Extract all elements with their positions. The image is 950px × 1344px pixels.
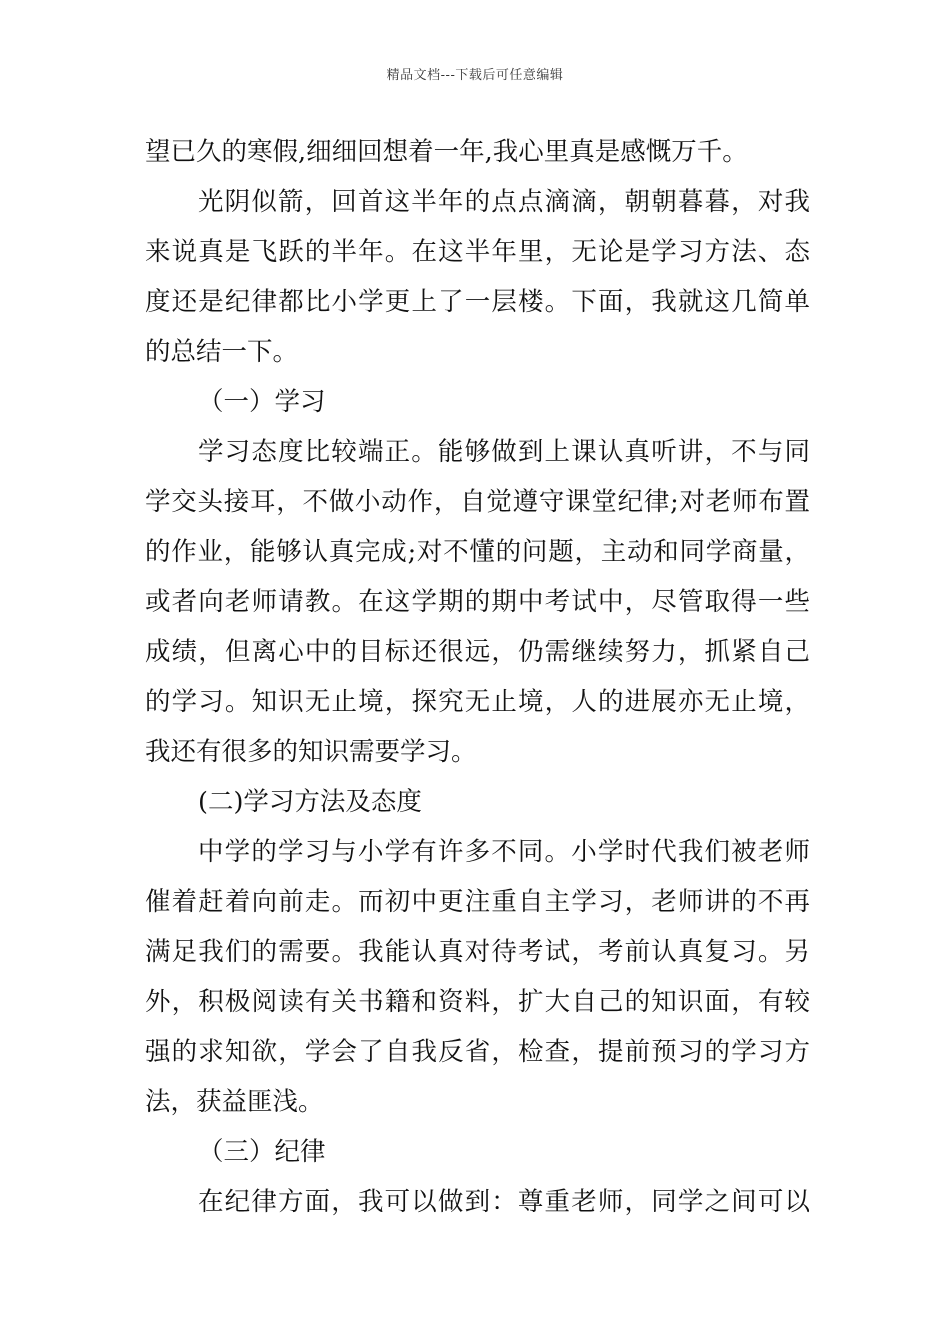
text-line: 的总结一下。 [145, 337, 299, 367]
text-line: 光阴似箭，回首这半年的点点滴滴，朝朝暮暮，对我 [198, 187, 810, 217]
text-line: 度还是纪律都比小学更上了一层楼。下面，我就这几简单 [145, 287, 810, 317]
text-line: 学习态度比较端正。能够做到上课认真听讲，不与同 [198, 437, 810, 467]
text-line: 法，获益匪浅。 [145, 1087, 324, 1117]
document-body [145, 127, 810, 1227]
text-line: (二)学习方法及态度 [198, 787, 422, 817]
text-line: 我还有很多的知识需要学习。 [145, 737, 477, 767]
text-line: 成绩，但离心中的目标还很远，仍需继续努力，抓紧自己 [145, 637, 810, 667]
text-line: 的作业，能够认真完成;对不懂的问题，主动和同学商量， [145, 537, 810, 567]
text-line: （一）学习 [198, 387, 326, 417]
text-line: 望已久的寒假,细细回想着一年,我心里真是感慨万千。 [145, 137, 748, 167]
text-line: 学交头接耳，不做小动作，自觉遵守课堂纪律;对老师布置 [145, 487, 810, 517]
text-line: 在纪律方面，我可以做到：尊重老师，同学之间可以 [198, 1187, 810, 1217]
page-header: 精品文档---下载后可任意编辑 [386, 68, 564, 83]
text-line: 来说真是飞跃的半年。在这半年里，无论是学习方法、态 [145, 237, 810, 267]
text-line: 外，积极阅读有关书籍和资料，扩大自己的知识面，有较 [145, 987, 810, 1017]
text-line: （三）纪律 [198, 1137, 326, 1167]
text-line: 强的求知欲，学会了自我反省，检查，提前预习的学习方 [145, 1037, 810, 1067]
text-line: 中学的学习与小学有许多不同。小学时代我们被老师 [198, 837, 810, 867]
text-line: 催着赶着向前走。而初中更注重自主学习，老师讲的不再 [145, 887, 810, 917]
text-line: 的学习。知识无止境，探究无止境，人的进展亦无止境， [145, 687, 810, 717]
text-line: 或者向老师请教。在这学期的期中考试中，尽管取得一些 [145, 587, 810, 617]
text-line: 满足我们的需要。我能认真对待考试，考前认真复习。另 [145, 937, 810, 967]
